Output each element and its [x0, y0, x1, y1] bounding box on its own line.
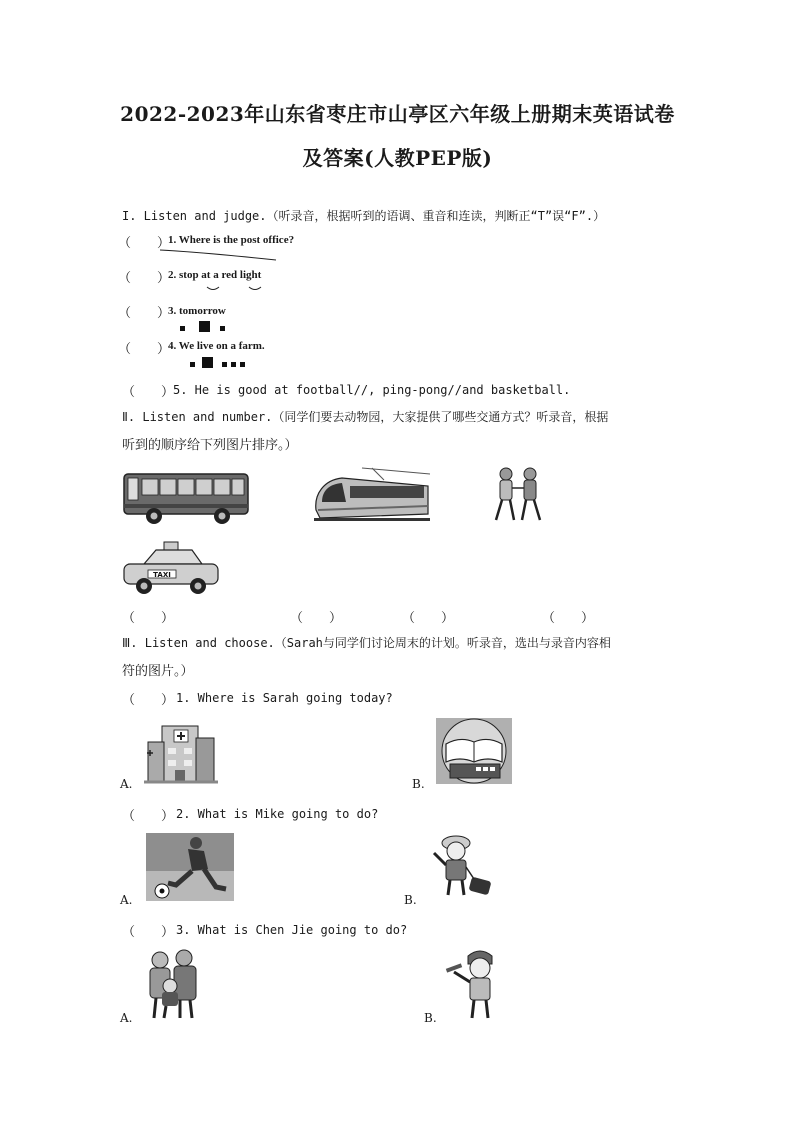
- library-image: [436, 718, 512, 784]
- q2-option-b-label[interactable]: B.: [404, 893, 417, 907]
- item5-text: 5. He is good at football//, ping-pong//and basketball.: [173, 383, 571, 397]
- number-blank-3[interactable]: （ ）: [402, 611, 455, 626]
- section2-heading-line2: 听到的顺序给下列图片排序。）: [122, 438, 298, 453]
- q3-option-a-label[interactable]: A.: [120, 1011, 133, 1025]
- document-title-line1: 2022-2023年山东省枣庄市山亭区六年级上册期末英语试卷: [120, 102, 675, 126]
- question1-text: 1. Where is Sarah going today?: [176, 691, 393, 705]
- answer-blank-3[interactable]: （ ）: [118, 306, 171, 321]
- section3-heading-line1: Ⅲ. Listen and choose.（Sarah与同学们讨论周末的计划。听录音，选出与录音内容相: [122, 636, 611, 650]
- number-blank-4[interactable]: （ ）: [542, 611, 595, 626]
- choice-blank-2[interactable]: （ ）: [122, 809, 175, 824]
- item1-text: 1. Where is the post office?: [168, 234, 295, 246]
- walking-image: [488, 466, 548, 526]
- answer-blank-1[interactable]: （ ）: [118, 236, 171, 251]
- q2-option-a-label[interactable]: A.: [120, 893, 133, 907]
- answer-blank-4[interactable]: （ ）: [118, 342, 171, 357]
- taxi-sign-text: TAXI: [153, 571, 171, 579]
- stress-marks-tomorrow: [180, 320, 230, 334]
- item2-text: 2. stop at a red light: [168, 269, 262, 281]
- section1-heading: I. Listen and judge.（听录音，根据听到的语调、重音和连读，判断正“T”误“F”.）: [122, 209, 606, 223]
- soccer-image: [146, 833, 234, 901]
- intonation-falling-mark: [158, 248, 278, 262]
- item3-text: 3. tomorrow: [168, 305, 226, 317]
- question3-text: 3. What is Chen Jie going to do?: [176, 923, 408, 937]
- answer-blank-5[interactable]: （ ）: [122, 385, 175, 400]
- section3-heading-line2: 符的图片。）: [122, 664, 194, 679]
- tram-image: [312, 466, 432, 526]
- choice-blank-3[interactable]: （ ）: [122, 925, 175, 940]
- item4-text: 4. We live on a farm.: [168, 340, 265, 352]
- hospital-image: [144, 720, 218, 786]
- taxi-image: [122, 540, 220, 596]
- number-blank-2[interactable]: （ ）: [290, 611, 343, 626]
- section2-heading-line1: Ⅱ. Listen and number.（同学们要去动物园，大家提供了哪些交通方式？听录音，根据: [122, 410, 609, 424]
- choice-blank-1[interactable]: （ ）: [122, 693, 175, 708]
- bus-image: [122, 472, 252, 526]
- number-blank-1[interactable]: （ ）: [122, 611, 175, 626]
- stress-marks-farm: [190, 356, 252, 370]
- traveler-image: [424, 833, 496, 903]
- q1-option-a-label[interactable]: A.: [120, 777, 133, 791]
- liaison-marks: [205, 285, 265, 293]
- answer-blank-2[interactable]: （ ）: [118, 271, 171, 286]
- q1-option-b-label[interactable]: B.: [412, 777, 425, 791]
- girl-cooking-image: [446, 948, 506, 1022]
- document-title-line2: 及答案(人教PEP版): [302, 146, 493, 170]
- q3-option-b-label[interactable]: B.: [424, 1011, 437, 1025]
- question2-text: 2. What is Mike going to do?: [176, 807, 379, 821]
- grandparents-image: [142, 948, 204, 1022]
